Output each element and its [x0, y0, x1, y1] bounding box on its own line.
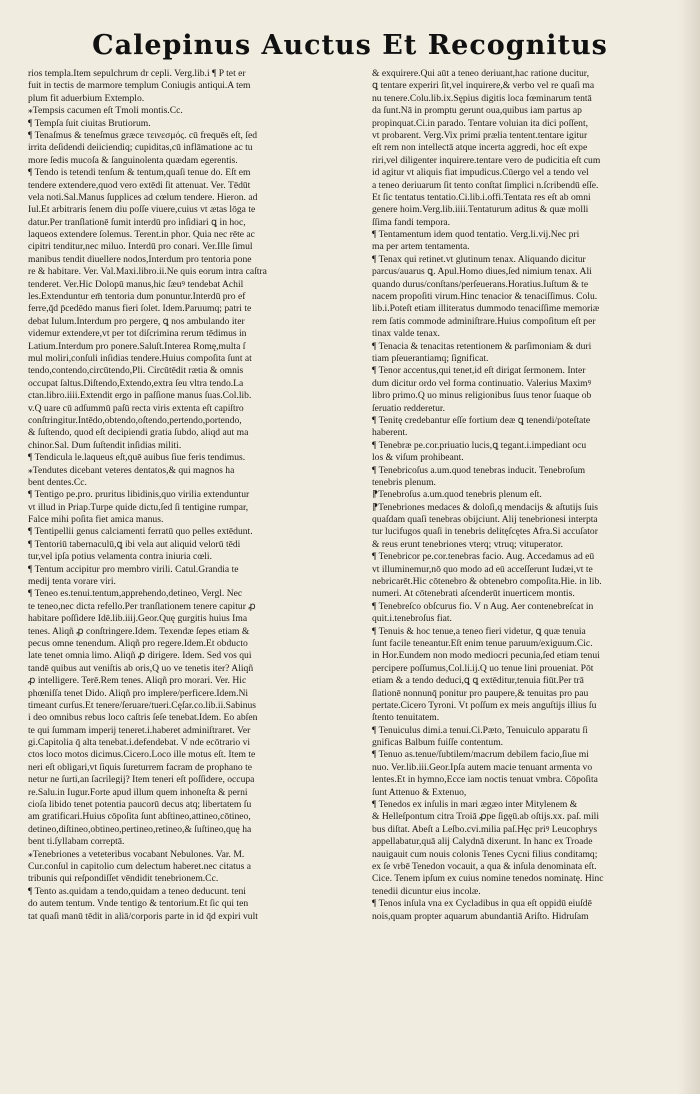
text-line: ſlationē nonnunq̄ ponitur pro paupere,& tenuitas pro pau	[372, 687, 589, 699]
text-line: detineo,diſtineo,obtineo,pertineo,retineo,& ſuſtineo,quę ha	[28, 823, 252, 835]
text-line: vt probarent. Verg.Vix primi prælia tentent.tentare igitur	[372, 129, 588, 141]
text-line: tur,vel ipſa potius velamenta contra iniuria cœli.	[28, 551, 212, 563]
text-line: ¶ Tenebricoſus a.um.quod tenebras inducit. Tenebroſum	[372, 464, 586, 476]
text-line: ¶ Tendo is tetendi tenſum & tentum,quaſi tenue do. Eſt em	[28, 167, 251, 179]
text-line: ⁋Tenebriones medaces & doloſi,q mendacijs & aſtutijs ſuis	[372, 501, 599, 513]
text-line: plum fit aduerbium Extemplo.	[28, 92, 145, 104]
text-line: ¶ Tenacia & tenacitas retentionem & parſimoniam & duri	[372, 340, 592, 352]
text-line: lentes.Et in hymno,Ecce iam noctis tenuat vmbra. Cōpoſita	[372, 774, 598, 786]
text-line: in Hor.Eundem non modo mediocri pecunia,ſed etiam tenui	[372, 650, 600, 662]
text-line: ¶ Tenuiculus dimi.a tenui.Ci.Pæto, Tenuiculo apparatu ſi	[372, 724, 588, 736]
text-line: eſt rem non intellectā atque incerta aggredi, hoc eſt expe	[372, 142, 588, 154]
text-line: nois,quam propter aquarum abundantiā Ariſto. Hidruſam	[372, 910, 589, 922]
text-line: les.Extenduntur em̄ tentoria dum ponuntur.Interdū pro ef	[28, 291, 246, 303]
text-line: a teneo deriuarum ſit tento conſtat ſimplici n.ſcribendū eſſe.	[372, 179, 599, 191]
text-line: tat quaſi manū tēdit in aliā/corporis parte in id q̄d expiri vult	[28, 910, 258, 922]
text-line: ¶ Tenor accentus,qui tenet,id eſt dirigat ſermonem. Inter	[372, 365, 586, 377]
text-line: & reus erunt tenebriones vterq; vtruq; vituperator.	[372, 538, 564, 550]
text-line: occupat ſaltus.Diſtendo,Extendo,extra ſeu vltra tendo.La	[28, 377, 244, 389]
text-line: tenebris plenum.	[372, 476, 436, 488]
text-line: te qui ſummam imperij teneret.i.haberet adminiſtraret. Ver	[28, 724, 251, 736]
text-line: v.Q uare cū adſummū paſū recta viris extenta eſt capiſtro	[28, 402, 244, 414]
right-text-column	[372, 68, 677, 923]
left-text-column	[28, 68, 340, 923]
text-line: vt illuminemur,nō quo modo ad eū acceſſerunt Iudæi,vt te	[372, 563, 593, 575]
text-line: ¶ Tenitę credebantur eſſe fortium deæ ꝗ tenendi/poteſtate	[372, 414, 591, 426]
text-line: datur.Per tranſlationē ſumit interdū pro inſidiari ꝗ in hoc,	[28, 216, 246, 228]
text-line: bus diſtat. Abeſt a Leſbo.cvi.milia paſ.Hęc priꝰ Leucophrys	[372, 823, 598, 835]
text-line: nu tenere.Colu.lib.ix.Sępius digitis loca fœminarum tentā	[372, 92, 592, 104]
text-line: & ſuſtendo, quod eſt decipiendi gratia ſubdo, aliqd aut ma	[28, 427, 249, 439]
text-line: videmur extendere,vt per tot diſcrimina rerum tēdimus in	[28, 328, 247, 340]
text-line: Latium.Interdum pro ponere.Saluſt.Interea Romę,multa ſ	[28, 340, 246, 352]
text-line: ctos loco motos dicimus.Cicero.Loco ille motus eſt. Item te	[28, 749, 256, 761]
text-line: tandē quibus aut veniſtis ab oris,Q uo ve tenetis iter? Aliqñ	[28, 662, 254, 674]
text-line: rios templa.Item sepulchrum dr cepli. Verg.lib.i ¶ P tet er	[28, 68, 246, 79]
text-line: nuo. Ver.lib.iii.Geor.Ipſa autem macie tenuant armenta vo	[372, 761, 593, 773]
text-line: manibus tendit diuellere nodos,Interdum pro tentoria pone	[28, 253, 252, 265]
text-line: timeant curſus.Et tenere/ſeruare/tueri.Cęſar.co.lib.ii.Sabinus	[28, 699, 257, 711]
text-line: i deo omnibus rebus loco caſtris ſeſe tenebat.Idem. Eo abſen	[28, 712, 258, 724]
text-line: ⁋Tenebroſus a.um.quod tenebris plenum eſt.	[372, 489, 542, 501]
text-line: ctan.libro.iiii.Extendit ergo in paſſione manus ſuas.Col.lib.	[28, 390, 252, 402]
text-line: propinquat.Ci.in parado. Tentare voluian ita dici poſſent,	[372, 117, 589, 129]
text-line: ¶ Tenebræ pe.cor.priuatio lucis,ꝗ tegant.i.impediant ocu	[372, 439, 587, 451]
text-line: & Helleſpontum citra Troiā ꝓpe ſigęū.ab oſtijs.xx. paſ. mili	[372, 811, 599, 823]
text-line: tenderet. Ver.Hic Dolopū manus,hic ſæuꝰ tendebat Achil	[28, 278, 244, 290]
text-line: ¶ Tenax qui retinet.vt glutinum tenax. Aliquando dicitur	[372, 253, 586, 265]
text-line: mul moliri,conſuli inſidias tendere.Huius compoſita ſunt at	[28, 352, 252, 364]
text-line: & exquirere.Qui aūt a teneo deriuant,hac ratione ducitur,	[372, 68, 589, 79]
text-line: appellabatur,quā alij Calydnā dixerunt. In hanc ex Troade	[372, 836, 593, 848]
text-line: ¶ Tentum accipitur pro membro virili. Catul.Grandia te	[28, 563, 239, 575]
text-line: cipitri tenditur,nec miluo. Interdū pro conari. Ver.Ille ſimul	[28, 241, 253, 253]
text-line: ꝓ intelligere. Terē.Rem tenes. Aliqñ pro morari. Ver. Hic	[28, 675, 247, 687]
page-edge-shadow	[678, 0, 700, 1094]
text-line: ¶ Tenaſmus & teneſmus græce τεινεσμός. cū frequēs eſt, ſed	[28, 129, 258, 141]
text-line: re & habitare. Ver. Val.Maxi.libro.ii.Ne quis eorum intra caſtra	[28, 266, 267, 278]
text-line: pecus omne tenendum. Aliqñ pro regere.Idem.Et obducto	[28, 637, 248, 649]
text-line: irrita deſidendi deiiciendiq; cupiditas,cū inflāmatione ac tu	[28, 142, 253, 154]
text-line: numeri. At cōtenebrati aſcenderūt inuerticem montis.	[372, 588, 575, 600]
text-line: ma per artem tentamenta.	[372, 241, 470, 253]
text-line: quando durus/conſtans/perſeuerans.Horatius.Iuſtum & te	[372, 278, 589, 290]
text-line: ¶ Tenebricor pe.cor.tenebras facio. Aug. Accedamus ad eū	[372, 551, 595, 563]
text-line: bent ti.ſyllabam correptā.	[28, 836, 125, 848]
text-line: ſunt Attenuo & Extenuo,	[372, 786, 467, 798]
text-line: tinax valde tenax.	[372, 328, 440, 340]
text-line: ¶ Tempſa ſuit ciuitas Brutiorum.	[28, 117, 151, 129]
text-line: dum dicitur ordo vel forma continuatio. Valerius Maximꝰ	[372, 377, 592, 389]
text-line: ¶ Tentamentum idem quod tentatio. Verg.li.vij.Nec pri	[372, 229, 580, 241]
text-line: lib.i.Poteſt etiam illiteratus dummodo tenaciſſime memoriæ	[372, 303, 600, 315]
text-line: bent dentes.Cc.	[28, 476, 87, 488]
text-line: debat Iulum.Interdum pro pergere, ꝗ nos ambulando iter	[28, 315, 245, 327]
text-line: quit.i.tenebroſus fiat.	[372, 613, 452, 625]
text-line: vt illud in Priap.Turpe quide dictu,ſed ſi tentigine rumpar,	[28, 501, 249, 513]
text-line: tendo,contendo,circūtendo,Pli. Circūtēdit rætia & omnis	[28, 365, 244, 377]
text-line: parcus/auarus ꝗ. Apul.Homo diues,ſed nimium tenax. Ali	[372, 266, 592, 278]
text-line: ferre,q̄d p̄cedēdo manus fieri ſolet. Idem.Paruumq; patri te	[28, 303, 252, 315]
text-line: more ſedis mucoſa & ſanguinolenta quædam egerentis.	[28, 154, 238, 166]
text-line: Cur.conſul in capitolio cum delectum haberet.nec citatus a	[28, 861, 251, 872]
text-line: ¶ Tenos inſula vna ex Cycladibus in qua eſt oppidū eiuſdē	[372, 898, 592, 910]
text-line: ⁎Tempsis cacumen eſt Tmoli montis.Cc.	[28, 105, 183, 117]
text-line: ſſima fandi tempora.	[372, 216, 451, 228]
text-line: ¶ Tenuo as.tenue/ſubtilem/macrum debilem facio,ſiue mi	[372, 749, 589, 761]
text-line: percipere poſſumus,Col.li.ij.Q uo tenue lini proueniat. Pōt	[372, 662, 594, 674]
text-line: etiam & a tendo deduci,ꝗ ꝗ extēditur,tenuia fiūt.Per trā	[372, 675, 584, 687]
text-line: id agitur vt aliquis fiat impudicus.Cūergo vel a tendo vel	[372, 167, 589, 179]
running-title: Calepinus Auctus Et Recognitus	[92, 30, 608, 61]
text-line: pertate.Cicero Tyroni. Vt poſſum ex meis anguſtijs illius ſu	[372, 699, 597, 711]
text-line: quaſdam quaſi tenebras obijciunt. Alij tenebrionesi interpta	[372, 514, 598, 526]
text-line: tur lucifugos quaſi in tenebris delitęſcętes Afra.Si accuſator	[372, 526, 598, 538]
text-line: phœniſſa tenet Dido. Aliqñ pro implere/perficere.Idem.Ni	[28, 687, 249, 699]
text-line: da ſunt.Nā in promptu gerunt oua,quibus iam partus ap	[372, 105, 582, 117]
text-line: los & viſum prohibeant.	[372, 452, 464, 464]
text-line: haberent.	[372, 427, 408, 439]
text-line: late tenet omnia limo. Aliqñ ꝓ dirigere. Idem. Sed vos qui	[28, 650, 252, 662]
text-line: rem ſatis commode adminiſtrare.Huius compoſitum eſt per	[372, 315, 596, 327]
text-line: ¶ Tentipellii genus calciamenti ferratū quo pelles extēdunt.	[28, 526, 253, 538]
text-line: ſunt facile teneantur.Eſt enim tenue paruum/exiguum.Cic.	[372, 637, 593, 649]
text-line: libro primo.Q uo minus religionibus ſuus tenor ſuaque ob	[372, 390, 592, 402]
text-line: Iul.Et arbitraris ſenem diu poſſe viuere,cuius vt ætas lōga te	[28, 204, 256, 216]
text-line: do autem tentum. Vnde tentigo & tentorium.Et ſic qui ten	[28, 898, 249, 910]
text-line: ¶ Tenedos ex inſulis in mari ægæo inter Mitylenem &	[372, 799, 578, 811]
text-line: ⁎Tendutes dicebant veteres dentatos,& qui magnos ha	[28, 464, 235, 476]
text-line: Et ſic tentatus tentatio.Ci.lib.i.offi.Tentata res eſt ab omni	[372, 191, 591, 203]
text-line: ſeruatio redderetur.	[372, 402, 445, 414]
text-line: fuit in tectis de marmore templum Coniugis antiqui.A tem	[28, 80, 251, 92]
text-line: medij tenta vorare viri.	[28, 576, 116, 588]
text-line: tribunis qui reſpondiſſet vēndidit tenebrionem.Cc.	[28, 873, 219, 885]
text-line: laqueos extendere ſolemus. Terent.in phor. Quia nec rēte ac	[28, 229, 255, 241]
text-line: conſtringitur.Intēdo,obtendo,oſtendo,pertendo,portendo,	[28, 414, 242, 426]
text-line: habitare poſſidere Idē.lib.iiij.Geor.Quę gurgitis huius Ima	[28, 613, 248, 625]
text-line: ſtento tenuitatem.	[372, 712, 440, 724]
text-line: ¶ Tenebreſco obſcurus fio. V n Aug. Aer contenebreſcat in	[372, 600, 594, 612]
text-line: gnificas Balbum fuiſſe contentum.	[372, 737, 504, 749]
text-line: nebricarēt.Hic cōtenebro & obtenebro compoſita.Hie. in lib.	[372, 576, 602, 588]
text-line: cioſa libido tenet potentia paucorū decus atq; libertatem ſu	[28, 799, 252, 811]
text-line: netur ne ſurti,an ſacrilegij? Item teneri eſt poſſidere, occupa	[28, 774, 255, 786]
text-line: ⁎Tenebriones a veteteribus vocabant Nebulones. Var. M.	[28, 848, 245, 860]
text-line: ¶ Tentigo pe.pro. pruritus libidinis,quo virilia extenduntur	[28, 489, 250, 501]
text-line: gi.Capitolia q̄ alta tenebat.i.defendebat. V nde ecōtrario vi	[28, 737, 251, 749]
text-line: ¶ Tenuis & hoc tenue,a teneo fieri videtur, ꝗ quæ tenuia	[372, 625, 586, 637]
text-line: Falce mihi poſita fiet amica manus.	[28, 514, 164, 526]
text-line: ¶ Tendicula le.laqueus eſt,quē auibus ſiue feris tendimus.	[28, 452, 246, 464]
text-line: riri,vel diligenter inquirere.tentare vero de pudicitia eſt cum	[372, 154, 601, 166]
text-line: ¶ Tentoriū tabernaculū,ꝗ ibi vela aut aliquid velorū tēdi	[28, 538, 241, 550]
text-line: tenes. Aliqñ ꝓ conſtringere.Idem. Texendæ ſepes etiam &	[28, 625, 250, 637]
text-line: am gratificari.Huius cōpoſita ſunt abſtineo,attineo,cōtineo,	[28, 811, 251, 823]
text-line: ¶ Teneo es.tenui.tentum,apprehendo,detineo, Vergl. Nec	[28, 588, 243, 600]
text-line: nauigauit cum nouis colonis Tenes Cycni filius conditamq;	[372, 848, 598, 860]
text-line: tendere extendere,quod vero extēdi ſit attenuat. Ver. Tēdūt	[28, 179, 251, 191]
text-line: te teneo,nec dicta refello.Per tranſlationem tenere capitur ꝓ	[28, 600, 256, 612]
text-line: neri eſt obligari,vt ſiquis ſureturrem facram de prophano te	[28, 761, 253, 773]
text-line: chinor.Sal. Dum ſuſtendit inſidias militi.	[28, 439, 182, 451]
text-line: genere hoim.Verg.lib.iiii.Tentaturum aditus & quæ molli	[372, 204, 589, 216]
text-line: tenedii dicuntur eius incolæ.	[372, 885, 481, 897]
text-line: ꝗ tentare experiri ſit,vel inquirere,& verbo vel re quaſi ma	[372, 80, 595, 92]
text-line: nacem propoſiti virum.Hinc tenacior & tenaciſſimus. Colu.	[372, 291, 598, 303]
text-line: re.Salu.in Iugur.Forte apud illum quem inhoneſta & perni	[28, 786, 248, 798]
text-line: Cice. Tenem ipſum ex cuius nomine tenedos nominatę. Hinc	[372, 873, 604, 885]
text-line: ¶ Tento as.quidam a tendo,quidam a teneo deducunt. teni	[28, 885, 246, 897]
text-line: vela noti.Sal.Manus ſupplices ad cœlum tendere. Hieron. ad	[28, 191, 258, 203]
text-line: tiam pſeuerantiamq; ſignificat.	[372, 352, 489, 364]
text-line: ex ſe vrbē Tenedon vocauit, a qua & inſula denominata eſt.	[372, 861, 597, 872]
